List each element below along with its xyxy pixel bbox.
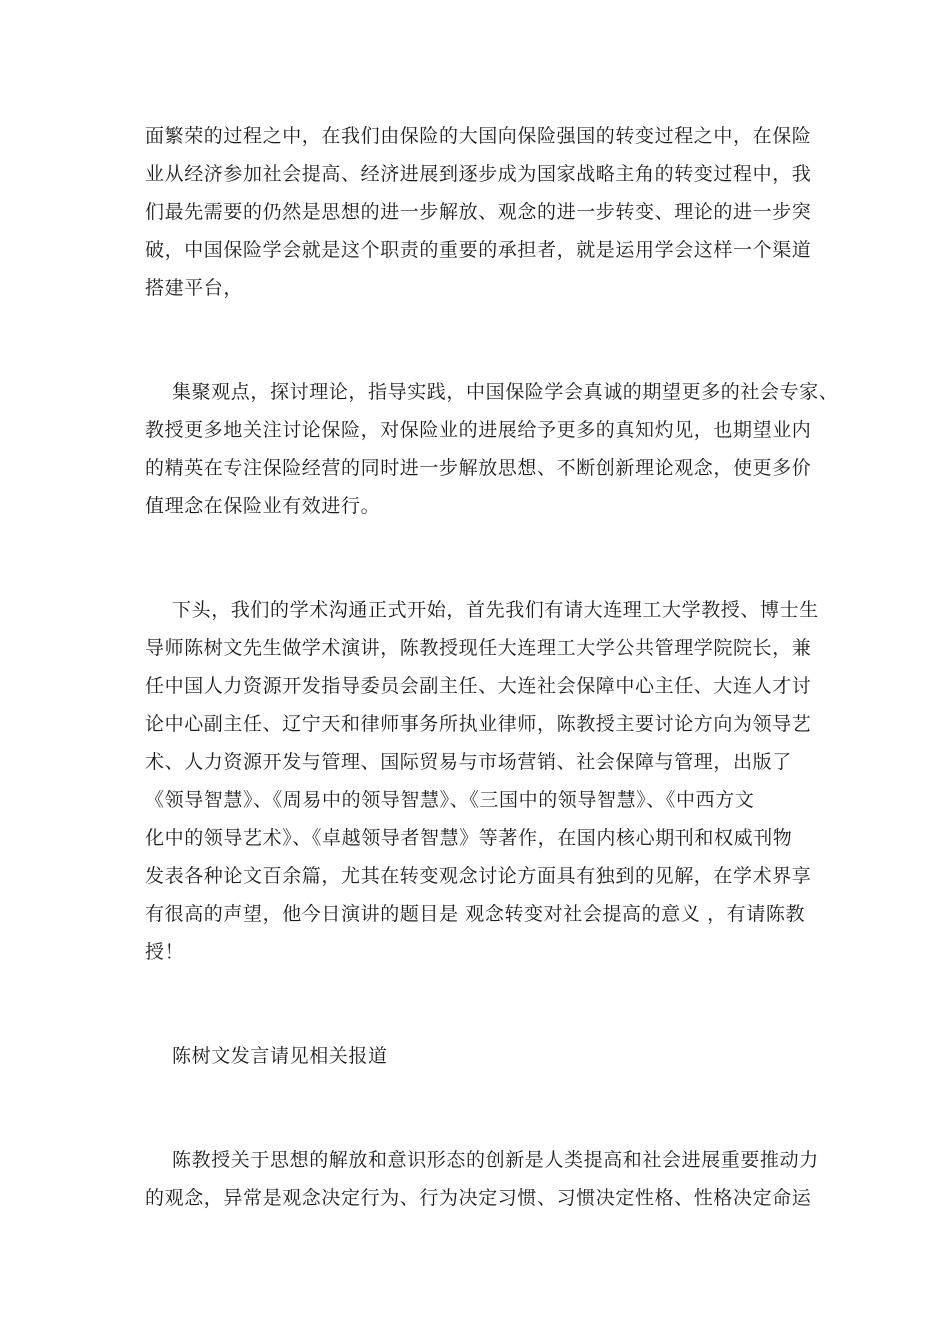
text-line: 搭建平台， [145, 277, 244, 299]
text-line: 陈教授关于思想的解放和意识形态的创新是人类提高和社会进展重要推动力 [172, 1149, 819, 1171]
text-line: 破，中国保险学会就是这个职责的重要的承担者，就是运用学会这样一个渠道 [145, 239, 812, 261]
text-line: 下头，我们的学术沟通正式开始，首先我们有请大连理工大学教授、博士生 [172, 599, 819, 621]
text-line: 《领导智慧》、《周易中的领导智慧》、《三国中的领导智慧》、《中西方文 [145, 789, 755, 811]
text-line: 术、人力资源开发与管理、国际贸易与市场营销、社会保障与管理，出版了 [145, 751, 792, 773]
text-line: 面繁荣的过程之中，在我们由保险的大国向保险强国的转变过程之中，在保险 [145, 125, 812, 147]
text-line: 值理念在保险业有效进行。 [145, 495, 381, 517]
text-line: 集聚观点，探讨理论，指导实践，中国保险学会真诚的期望更多的社会专家、 [172, 381, 839, 403]
text-line: 教授更多地关注讨论保险，对保险业的进展给予更多的真知灼见，也期望业内 [145, 419, 812, 441]
text-line: 有很高的声望，他今日演讲的题目是 观念转变对社会提高的意义 ，有请陈教 [145, 903, 806, 925]
text-line: 导师陈树文先生做学术演讲，陈教授现任大连理工大学公共管理学院院长，兼 [145, 637, 812, 659]
text-line: 论中心副主任、辽宁天和律师事务所执业律师，陈教授主要讨论方向为领导艺 [145, 713, 812, 735]
text-line: 陈树文发言请见相关报道 [172, 1045, 388, 1067]
text-line: 的精英在专注保险经营的同时进一步解放思想、不断创新理论观念，使更多价 [145, 457, 812, 479]
text-line: 任中国人力资源开发指导委员会副主任、大连社会保障中心主任、大连人才讨 [145, 675, 812, 697]
text-line: 的观念，异常是观念决定行为、行为决定习惯、习惯决定性格、性格决定命运 [145, 1187, 812, 1209]
text-line: 发表各种论文百余篇，尤其在转变观念讨论方面具有独到的见解，在学术界享 [145, 865, 812, 887]
text-line: 授！ [145, 941, 185, 963]
text-line: 业从经济参加社会提高、经济进展到逐步成为国家战略主角的转变过程中，我 [145, 163, 812, 185]
text-line: 们最先需要的仍然是思想的进一步解放、观念的进一步转变、理论的进一步突 [145, 201, 812, 223]
text-line: 化中的领导艺术》、《卓越领导者智慧》等著作，在国内核心期刊和权威刊物 [145, 827, 793, 849]
